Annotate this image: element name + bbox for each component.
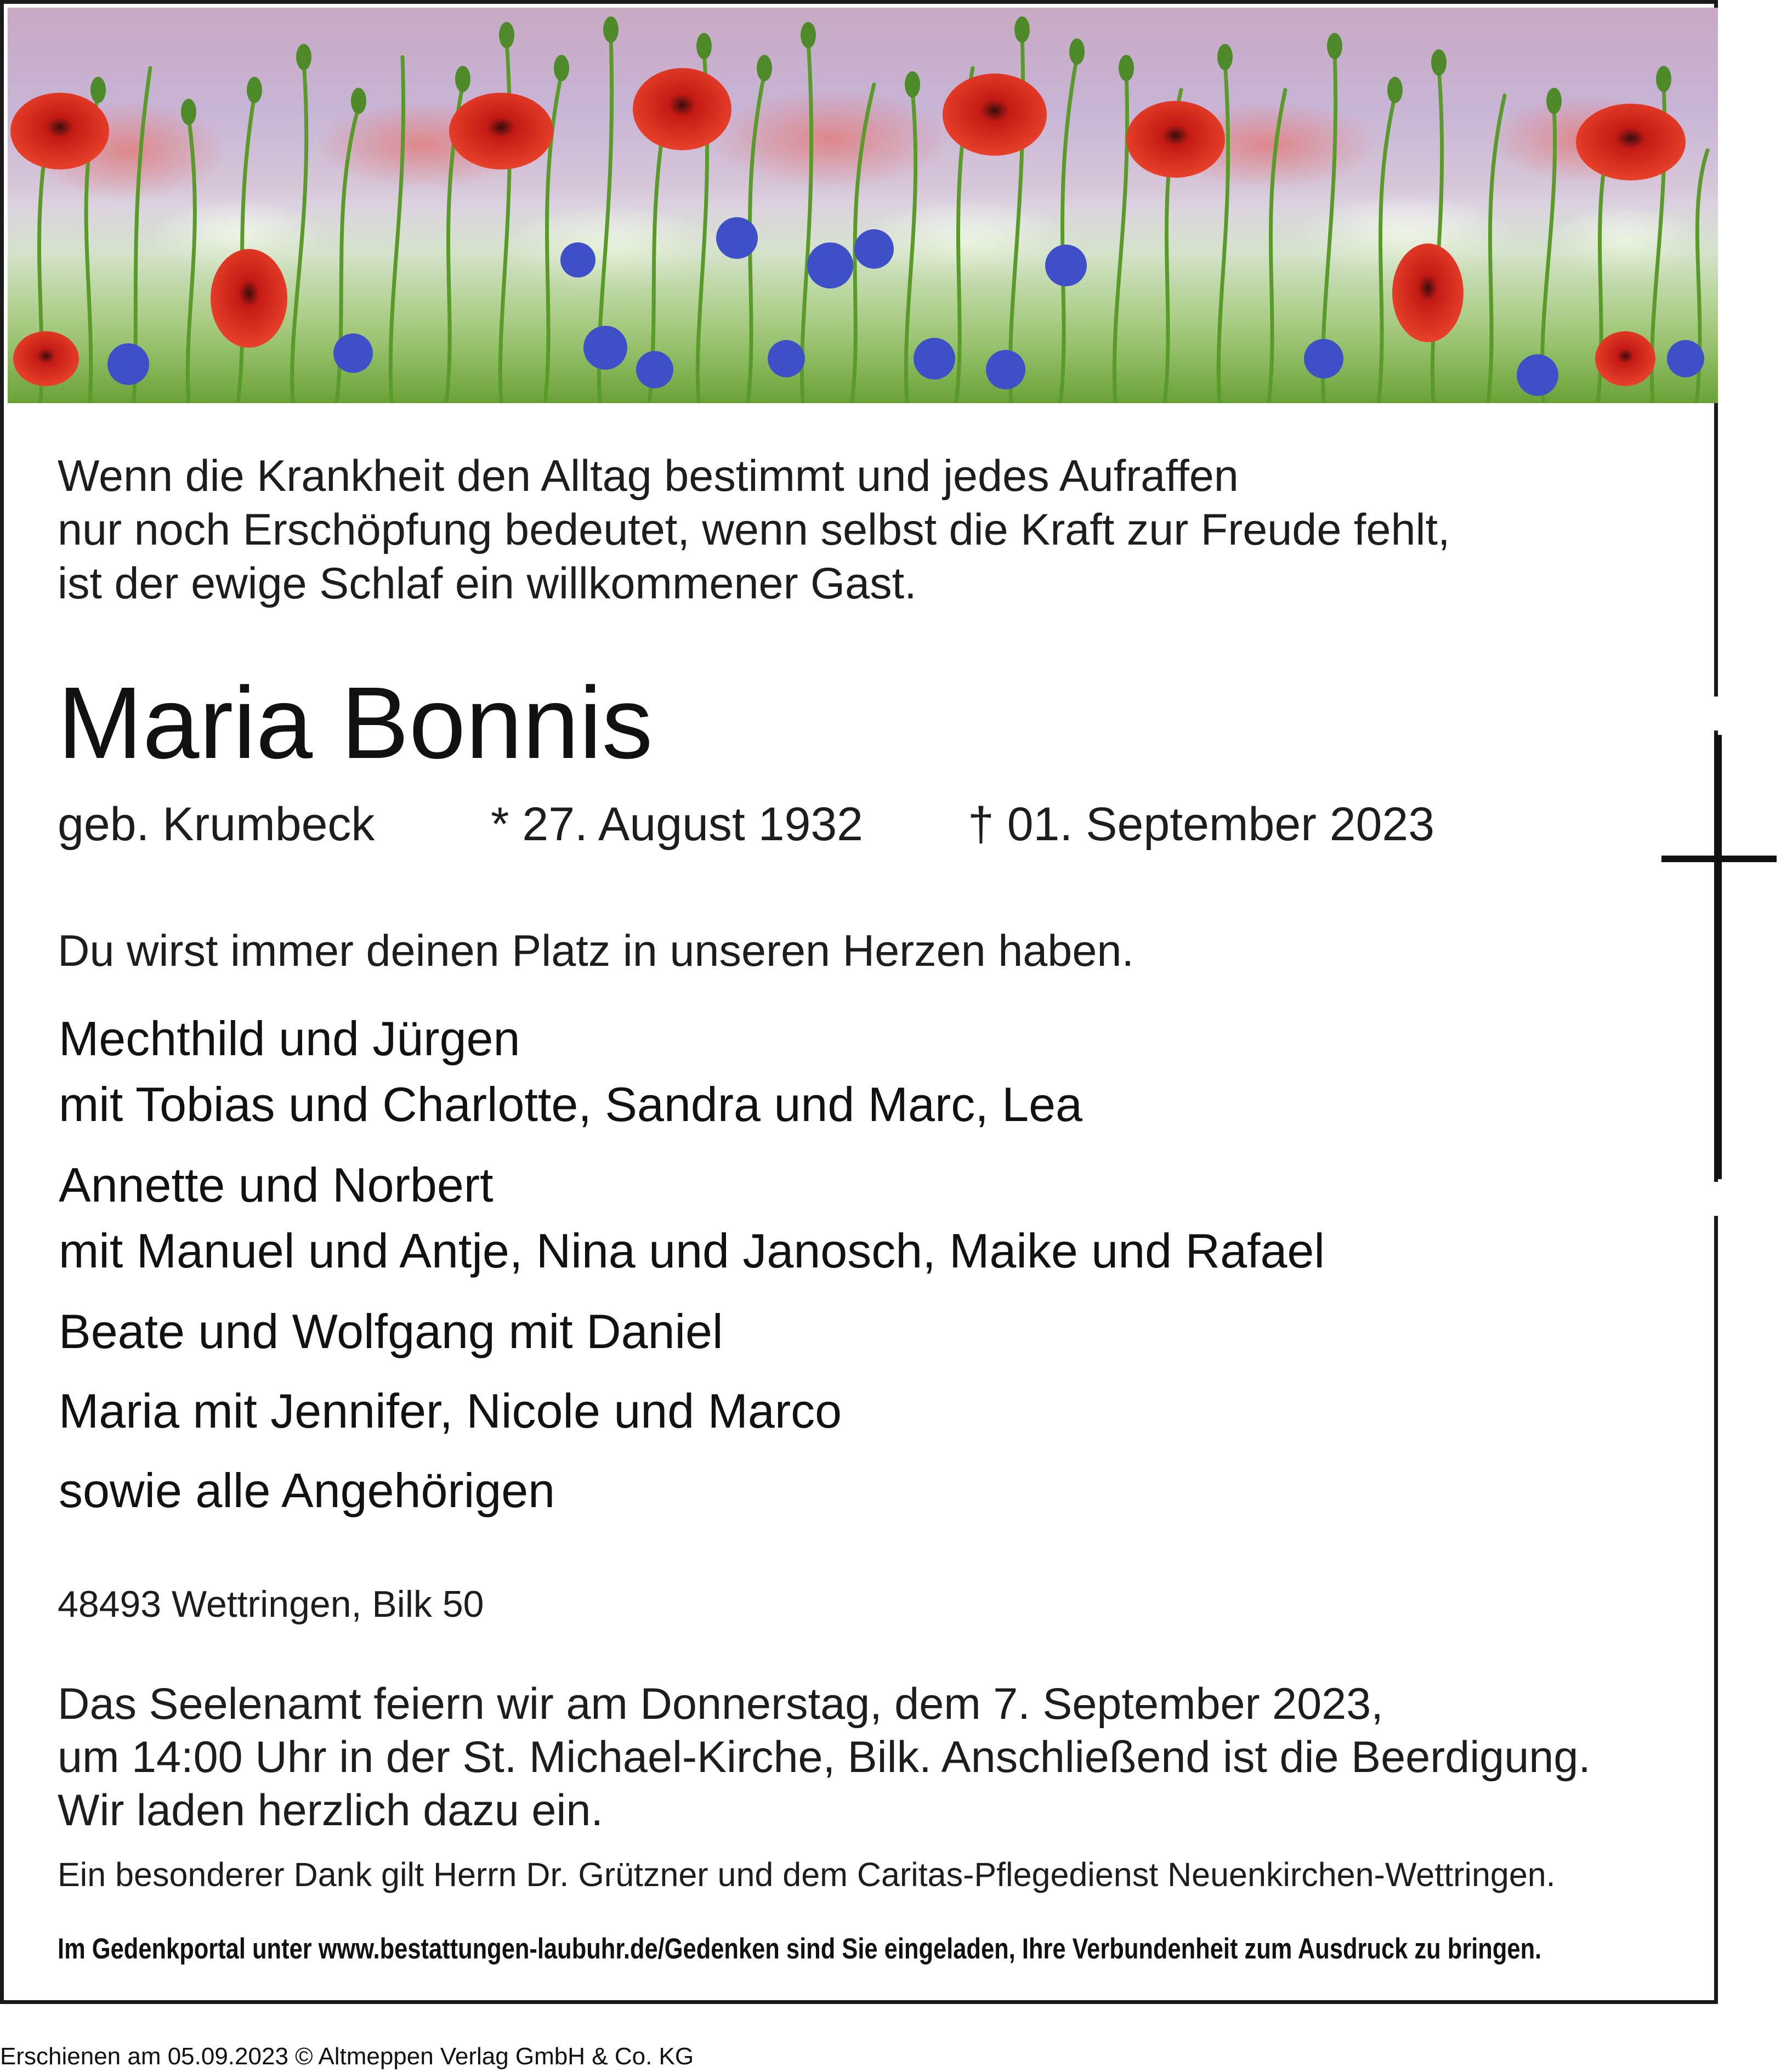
- poem-line: ist der ewige Schlaf ein willkommener Gast.: [58, 559, 917, 608]
- farewell-line: Du wirst immer deinen Platz in unseren Herzen haben.: [58, 926, 1134, 976]
- birth-date: * 27. August 1932: [491, 798, 864, 851]
- poppy-meadow-illustration: [8, 8, 1718, 403]
- thanks-note: Ein besonderer Dank gilt Herrn Dr. Grützner und dem Caritas-Pflegedienst Neuenkirchen-Wettringen.: [58, 1856, 1556, 1893]
- family-line: mit Manuel und Antje, Nina und Janosch, Maike und Rafael: [59, 1224, 1325, 1278]
- family-line: Mechthild und Jürgen: [59, 1011, 520, 1066]
- service-line: Wir laden herzlich dazu ein.: [58, 1786, 603, 1835]
- memorial-portal-note: Im Gedenkportal unter www.bestattungen-laubuhr.de/Gedenken sind Sie eingeladen, Ihre Verbundenheit zum Ausdruck zu bringen.: [58, 1933, 1542, 1965]
- poem-line: nur noch Erschöpfung bedeutet, wenn selbst die Kraft zur Freude fehlt,: [58, 505, 1450, 554]
- address: 48493 Wettringen, Bilk 50: [58, 1583, 484, 1625]
- family-line: Beate und Wolfgang mit Daniel: [59, 1304, 723, 1358]
- publication-footer: Erschienen am 05.09.2023 © Altmeppen Verlag GmbH & Co. KG: [0, 2043, 694, 2070]
- family-line: Annette und Norbert: [59, 1158, 494, 1212]
- poem-line: Wenn die Krankheit den Alltag bestimmt und jedes Aufraffen: [58, 451, 1239, 501]
- service-line: um 14:00 Uhr in der St. Michael-Kirche, Bilk. Anschließend ist die Beerdigung.: [58, 1733, 1591, 1782]
- deceased-name: Maria Bonnis: [58, 666, 653, 780]
- family-line: mit Tobias und Charlotte, Sandra und Marc, Lea: [59, 1077, 1082, 1131]
- funeral-service-info: [58, 1678, 1591, 1837]
- poem-verse: [58, 449, 1450, 610]
- service-line: Das Seelenamt feiern wir am Donnerstag, dem 7. September 2023,: [58, 1679, 1383, 1729]
- family-line: sowie alle Angehörigen: [59, 1463, 555, 1518]
- death-date: † 01. September 2023: [968, 798, 1435, 851]
- poppy-meadow-banner-image: [8, 8, 1718, 403]
- family-line: Maria mit Jennifer, Nicole und Marco: [59, 1384, 842, 1438]
- maiden-name: geb. Krumbeck: [58, 798, 375, 851]
